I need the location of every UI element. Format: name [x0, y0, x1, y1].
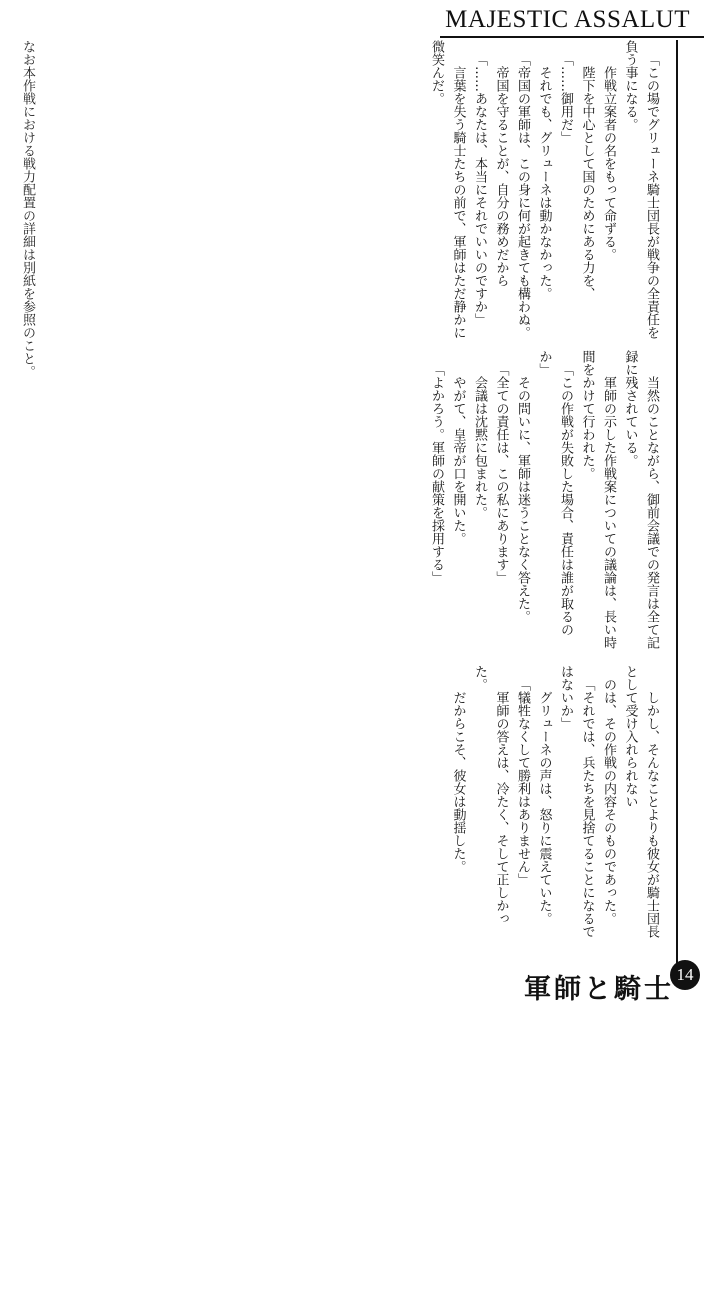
- text-tier-top: [426, 40, 663, 345]
- paragraph: それでも、グリューネは動かなかった。: [536, 53, 552, 300]
- paragraph: 軍師の答えは、冷たく、そして正しかった。: [472, 665, 509, 925]
- paragraph: 帝国を守ることが、自分の務めだから: [493, 53, 509, 287]
- paragraph: 「犠牲なくして勝利はありません」: [515, 678, 530, 886]
- paragraph: 当然のことながら、御前会議での発言は全て記録に残されている。: [622, 350, 659, 649]
- footer-title: 軍師と騎士: [524, 974, 674, 1005]
- right-margin-rule: [676, 40, 678, 964]
- paragraph: 「それでは、兵たちを見捨てることになるではないか」: [558, 665, 595, 938]
- paragraph: しかし、そんなことよりも彼女が騎士団長として受け入れられない: [622, 665, 659, 938]
- paragraph: その問いに、軍師は迷うことなく答えた。: [515, 363, 530, 623]
- text-tier-bottom: [447, 665, 662, 950]
- paragraph: のは、その作戦の内容そのものであった。: [601, 678, 616, 925]
- side-note: なお本作戦における戦力配置の詳細は別紙を参照のこと。: [20, 40, 35, 378]
- paragraph: 軍師の示した作戦案についての議論は、長い時間をかけて行われた。: [579, 350, 616, 649]
- paragraph: グリューネの声は、怒りに震えていた。: [536, 678, 552, 925]
- paragraph: 「……御用だ」: [558, 53, 573, 144]
- paragraph: だからこそ、彼女は動揺した。: [450, 678, 466, 873]
- header-rule: [440, 36, 704, 38]
- vertical-body-text-bottom: [48, 665, 662, 955]
- paragraph: 言葉を失う騎士たちの前で、軍師はただ静かに微笑んだ。: [429, 40, 466, 339]
- paragraph: 「……あなたは、本当にそれでいいのですか」: [472, 53, 487, 326]
- paragraph: やがて、皇帝が口を開いた。: [450, 363, 466, 545]
- paragraph: 作戦立案者の名をもって命ずる。: [601, 53, 616, 261]
- paragraph: 会議は沈黙に包まれた。: [472, 363, 487, 519]
- paragraph: 「よかろう。軍師の献策を採用する」: [429, 363, 444, 584]
- paragraph: 「この場でグリューネ騎士団長が戦争の全責任を負う事になる。: [622, 40, 659, 339]
- paragraph: 陛下を中心として国のためにある力を、: [579, 53, 595, 300]
- page-header-title: MAJESTIC ASSALUT: [445, 6, 690, 33]
- page-number-badge: 14: [670, 960, 700, 990]
- text-tier-middle: [426, 350, 663, 655]
- paragraph: 「帝国の軍師は、この身に何が起きても構わぬ。: [515, 53, 530, 339]
- paragraph: 「この作戦が失敗した場合、責任は誰が取るのか」: [536, 350, 573, 636]
- paragraph: 「全ての責任は、この私にあります」: [493, 363, 509, 584]
